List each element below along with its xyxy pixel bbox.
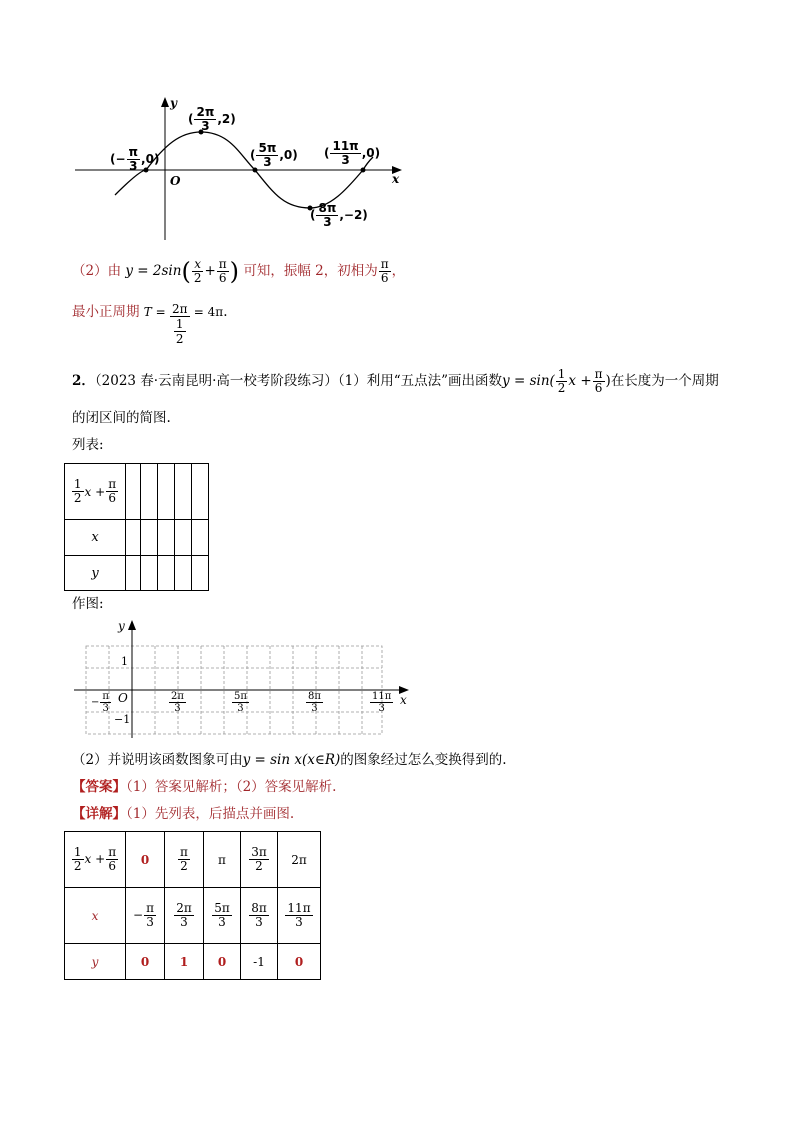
question-2-line1: 2．（2023 春·云南昆明·高一校考阶段练习）（1）利用“五点法”画出函数y = sin( $\frac{1}{2}$ x + $\frac{\pi}{6}$ )在长度为一个周期 [72, 367, 719, 395]
table-cell[interactable] [126, 556, 141, 591]
empty-grid [70, 616, 415, 740]
table-cell: $\frac{\pi}{2}$ [165, 832, 204, 888]
origin-label: O [118, 691, 128, 705]
table-cell[interactable] [141, 556, 158, 591]
table-header-cell: $\frac{1}{2}$ x + $\frac{\pi}{6}$ [65, 464, 126, 520]
table-cell: $\frac{8\pi}{3}$ [241, 888, 278, 944]
table-label: 列表: [72, 437, 104, 453]
table-cell: − $\frac{\pi}{3}$ [126, 888, 165, 944]
axis-label-x: x [400, 693, 407, 707]
axis-label-x: x [392, 172, 400, 186]
detail-line: 【详解】（1）先列表，后描点并画图. [72, 806, 295, 822]
tick-label-minus-1: −1 [114, 713, 131, 726]
table-cell: 2π [278, 832, 321, 888]
solution-period: 最小正周期 T = 2π 1 2 = 4π. [72, 302, 228, 346]
point-label: ( $\frac{8\pi}{3}$ ,−2) [310, 201, 368, 229]
point-marker [361, 168, 366, 173]
axis-label-y: y [118, 619, 125, 633]
tick-label-1: 1 [121, 655, 128, 668]
table-cell[interactable] [158, 556, 175, 591]
table-cell[interactable] [192, 556, 209, 591]
y-axis-arrow [161, 97, 169, 107]
solution-value-table [64, 831, 321, 980]
point-label: ( $\frac{5\pi}{3}$ ,0) [250, 141, 298, 169]
empty-value-table [64, 463, 209, 591]
table-cell[interactable] [192, 464, 209, 520]
table-cell: 0 [204, 944, 241, 980]
table-cell: $\frac{2\pi}{3}$ [165, 888, 204, 944]
table-cell: 1 [165, 944, 204, 980]
axis-label-y: y [170, 96, 177, 110]
table-cell: $\frac{3\pi}{2}$ [241, 832, 278, 888]
table-row-label: x [65, 520, 126, 556]
table-row-label: x [65, 888, 126, 944]
point-label: ( $\frac{11\pi}{3}$ ,0) [324, 139, 381, 167]
answer-line: 【答案】（1）答案见解析；（2）答案见解析. [72, 779, 337, 795]
tick-label: − $\frac{\pi}{3}$ [91, 691, 109, 714]
table-cell: 0 [278, 944, 321, 980]
tick-label: $\frac{5\pi}{3}$ [234, 691, 247, 714]
table-cell: -1 [241, 944, 278, 980]
solution-part2: （2）由 y = 2sin( $\frac{x}{2}$ + $\frac{\pi}{6}$ ) 可知，振幅 2，初相为 $\frac{\pi}{6}$ ， [72, 257, 406, 286]
question-2-line2: 的闭区间的简图. [72, 410, 171, 426]
point-label: ( $\frac{2\pi}{3}$ ,2) [188, 105, 236, 133]
table-cell[interactable] [158, 464, 175, 520]
table-cell: $\frac{5\pi}{3}$ [204, 888, 241, 944]
question-2-part2: （2）并说明该函数图象可由y = sin x(x∈R)的图象经过怎么变换得到的. [72, 752, 507, 768]
table-cell[interactable] [192, 520, 209, 556]
point-label: (− $\frac{\pi}{3}$ ,0) [110, 145, 160, 173]
tick-label: $\frac{11\pi}{3}$ [372, 691, 392, 714]
table-cell: 0 [126, 832, 165, 888]
tick-label: $\frac{2\pi}{3}$ [171, 691, 184, 714]
table-cell: π [204, 832, 241, 888]
table-cell[interactable] [141, 520, 158, 556]
table-cell[interactable] [175, 464, 192, 520]
table-cell[interactable] [175, 520, 192, 556]
table-cell[interactable] [175, 556, 192, 591]
table-cell[interactable] [126, 520, 141, 556]
table-cell[interactable] [126, 464, 141, 520]
table-cell: 0 [126, 944, 165, 980]
table-cell[interactable] [141, 464, 158, 520]
table-cell: $\frac{11\pi}{3}$ [278, 888, 321, 944]
table-header-cell: $\frac{1}{2}$ x + $\frac{\pi}{6}$ [65, 832, 126, 888]
tick-label: $\frac{8\pi}{3}$ [308, 691, 321, 714]
table-row-label: y [65, 944, 126, 980]
table-row-label: y [65, 556, 126, 591]
table-cell[interactable] [158, 520, 175, 556]
draw-label: 作图: [72, 596, 104, 612]
y-axis-arrow [128, 620, 136, 630]
origin-label: O [170, 174, 181, 188]
